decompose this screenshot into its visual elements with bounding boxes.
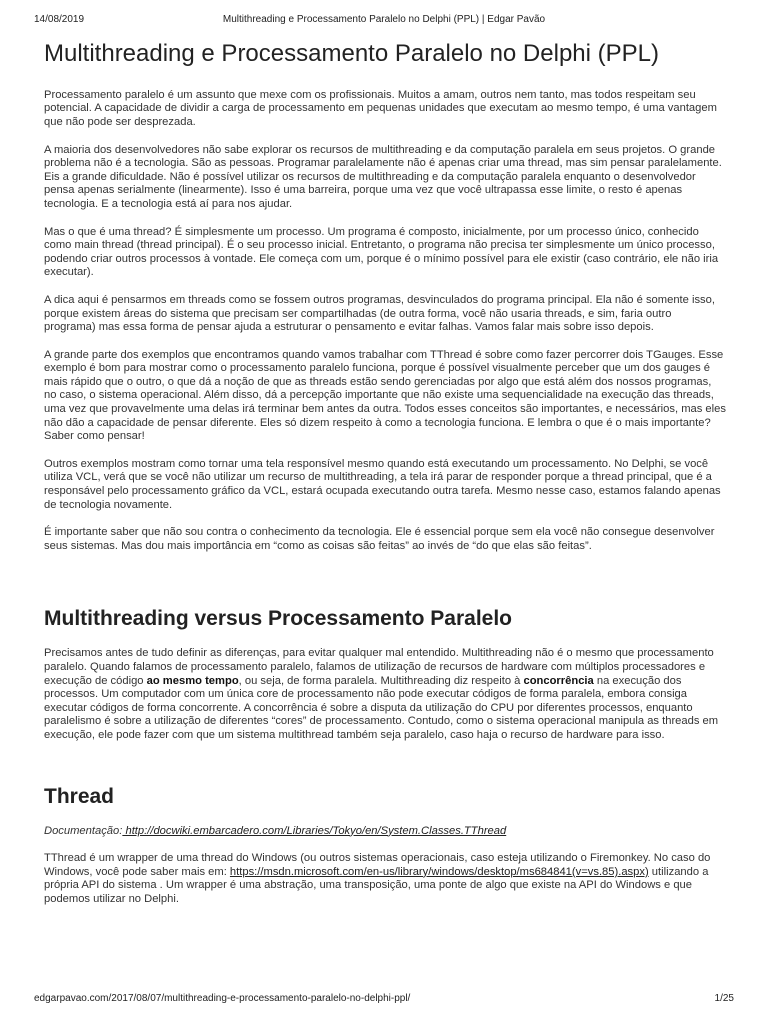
intro-paragraph-7: É importante saber que não sou contra o conhecimento da tecnologia. Ele é essencial porque sem ela você não consegue desenvolver seus sistemas. Mas dou mais importância em “como as coisas são feitas” ao invés de “do que elas são feitas”. bbox=[44, 526, 715, 552]
section-heading-thread: Thread bbox=[44, 784, 115, 808]
print-page-title: Multithreading e Processamento Paralelo no Delphi (PPL) | Edgar Pavão bbox=[222, 14, 546, 25]
intro-paragraph-1: Processamento paralelo é um assunto que mexe com os profissionais. Muitos a amam, outros nem tanto, mas todos respeitam seu potencial. A capacidade de dividir a carga de processamento em pequenas unidades que executam ao mesmo tempo, é uma vantagem que não pode ser desprezada. bbox=[44, 88, 717, 128]
documentation-line bbox=[44, 825, 726, 839]
print-url: edgarpavao.com/2017/08/07/multithreading-e-processamento-paralelo-no-delphi-ppl/ bbox=[34, 993, 411, 1004]
documentation-label: Documentação: bbox=[44, 824, 123, 837]
intro-paragraph-4: A dica aqui é pensarmos em threads como se fossem outros programas, desvinculados do programa principal. Ela não é somente isso, porque existem áreas do sistema que precisam ser compartilhadas (de outra forma, você não usaria threads, e sim, faria outro programa) mas essa forma de pensar ajuda a estruturar o pensamento e evitar falhas. Vamos falar mais sobre isso depois. bbox=[44, 293, 715, 334]
article bbox=[44, 40, 726, 921]
section2-bold-2: concorrência bbox=[523, 674, 594, 687]
intro-paragraph-5: A grande parte dos exemplos que encontramos quando vamos trabalhar com TThread é sobre como fazer percorrer dois TGauges. Esse exemplo é bom para mostrar como o processamento paralelo funciona, porque é possível visualmente perceber que um dos gauges é mais rápido que o outro, o que dá a noção de que as threads estão sendo gerenciadas por algo que está além dos nossos programas, no caso, o sistema operacional. Além disso, dá a percepção importante que não existe uma sequencialidade na execução das threads, uma vez que provavelmente uma delas irá terminar bem antes da outra. Todos esses conceitos são importantes, e necessários, mas eles não dão a capacidade de pensar diferente. Eles só dizem respeito à como a tecnologia funciona. E lembra o que é o mais importante? Saber como pensar! bbox=[44, 348, 726, 443]
section2-text-1: Precisamos antes de tudo definir as diferenças, para evitar qualquer mal entendido. Multithreading não é o mesmo que processamento paralelo. Quando falamos de processamento paralelo, falamos de utilização de recursos de hardware com múltiplos processadores e execução de código bbox=[44, 647, 714, 687]
section3-text-2: utilizando a própria API do sistema . Um wrapper é uma abstração, uma transposição, uma ponte de algo que existe na API do Windows e que podemos utilizar no Delphi. bbox=[44, 865, 709, 905]
msdn-link[interactable]: https://msdn.microsoft.com/en-us/library/windows/desktop/ms684841(v=vs.85).aspx) bbox=[229, 865, 649, 878]
section2-text-2: , ou seja, de forma paralela. Multithreading diz respeito à bbox=[238, 674, 524, 687]
print-page-number: 1/25 bbox=[714, 993, 734, 1004]
section3-text-1: TThread é um wrapper de uma thread do Windows (ou outros sistemas operacionais, caso esteja utilizando o Firemonkey. No caso do Windows, você pode saber mais em: bbox=[44, 852, 711, 878]
section2-bold-1: ao mesmo tempo bbox=[146, 674, 239, 687]
documentation-link[interactable]: http://docwiki.embarcadero.com/Libraries/Tokyo/en/System.Classes.TThread bbox=[122, 824, 507, 837]
section3-paragraph bbox=[44, 852, 726, 906]
intro-paragraph-3: Mas o que é uma thread? É simplesmente um processo. Um programa é composto, inicialmente, por um processo único, conhecido como main thread (thread principal). É o seu processo inicial. Entretanto, o programa não precisa ter simplesmente um único processo, podendo criar outros processos à vontade. Ele começa com um, porque é o mínimo possível para ele existir (caso contrário, ele não iria executar). bbox=[44, 225, 719, 279]
article-title: Multithreading e Processamento Paralelo no Delphi (PPL) bbox=[44, 40, 659, 67]
print-footer bbox=[34, 993, 734, 1004]
print-date: 14/08/2019 bbox=[34, 14, 85, 25]
intro-paragraph-2: A maioria dos desenvolvedores não sabe explorar os recursos de multithreading e da computação paralela em seus projetos. O grande problema não é a tecnologia. São as pessoas. Programar paralelamente não é apenas criar uma thread, mas sim pensar paralelamente. Eis a grande dificuldade. Não é possível utilizar os recursos de multithreading e da computação paralela enquanto o desenvolvedor pensa apenas serialmente (linearmente). Isso é uma barreira, porque uma vez que você ultrapassa esse limite, o resto é apenas tecnologia. E a tecnologia está aí para nos ajudar. bbox=[44, 143, 722, 210]
section2-paragraph bbox=[44, 647, 726, 742]
print-header bbox=[34, 14, 734, 25]
intro-paragraph-6: Outros exemplos mostram como tornar uma tela responsível mesmo quando está executando um processamento. No Delphi, se você utiliza VCL, verá que se você não utilizar um recurso de multithreading, a tela irá parar de responder porque a thread principal, que é a responsável pelo processamento gráfico da VCL, estará ocupada executando outra tarefa. Mesmo nesse caso, estamos falando apenas de tecnologia novamente. bbox=[44, 457, 721, 511]
section-heading-multithreading: Multithreading versus Processamento Paralelo bbox=[44, 607, 512, 631]
section2-text-3: na execução dos processos. Um computador com um única core de processamento não pode executar códigos de forma paralela, embora consiga executar códigos de forma concorrente. A concorrência é sobre a disputa da utilização do CPU por diferentes processos, enquanto paralelismo é sobre a utilização de diferentes “cores” de processamento. Contudo, como o sistema operacional manipula as threads em execução, ele pode fazer com que um sistema multithread também seja paralelo, caso haja o recurso de hardware para isso. bbox=[44, 674, 719, 741]
